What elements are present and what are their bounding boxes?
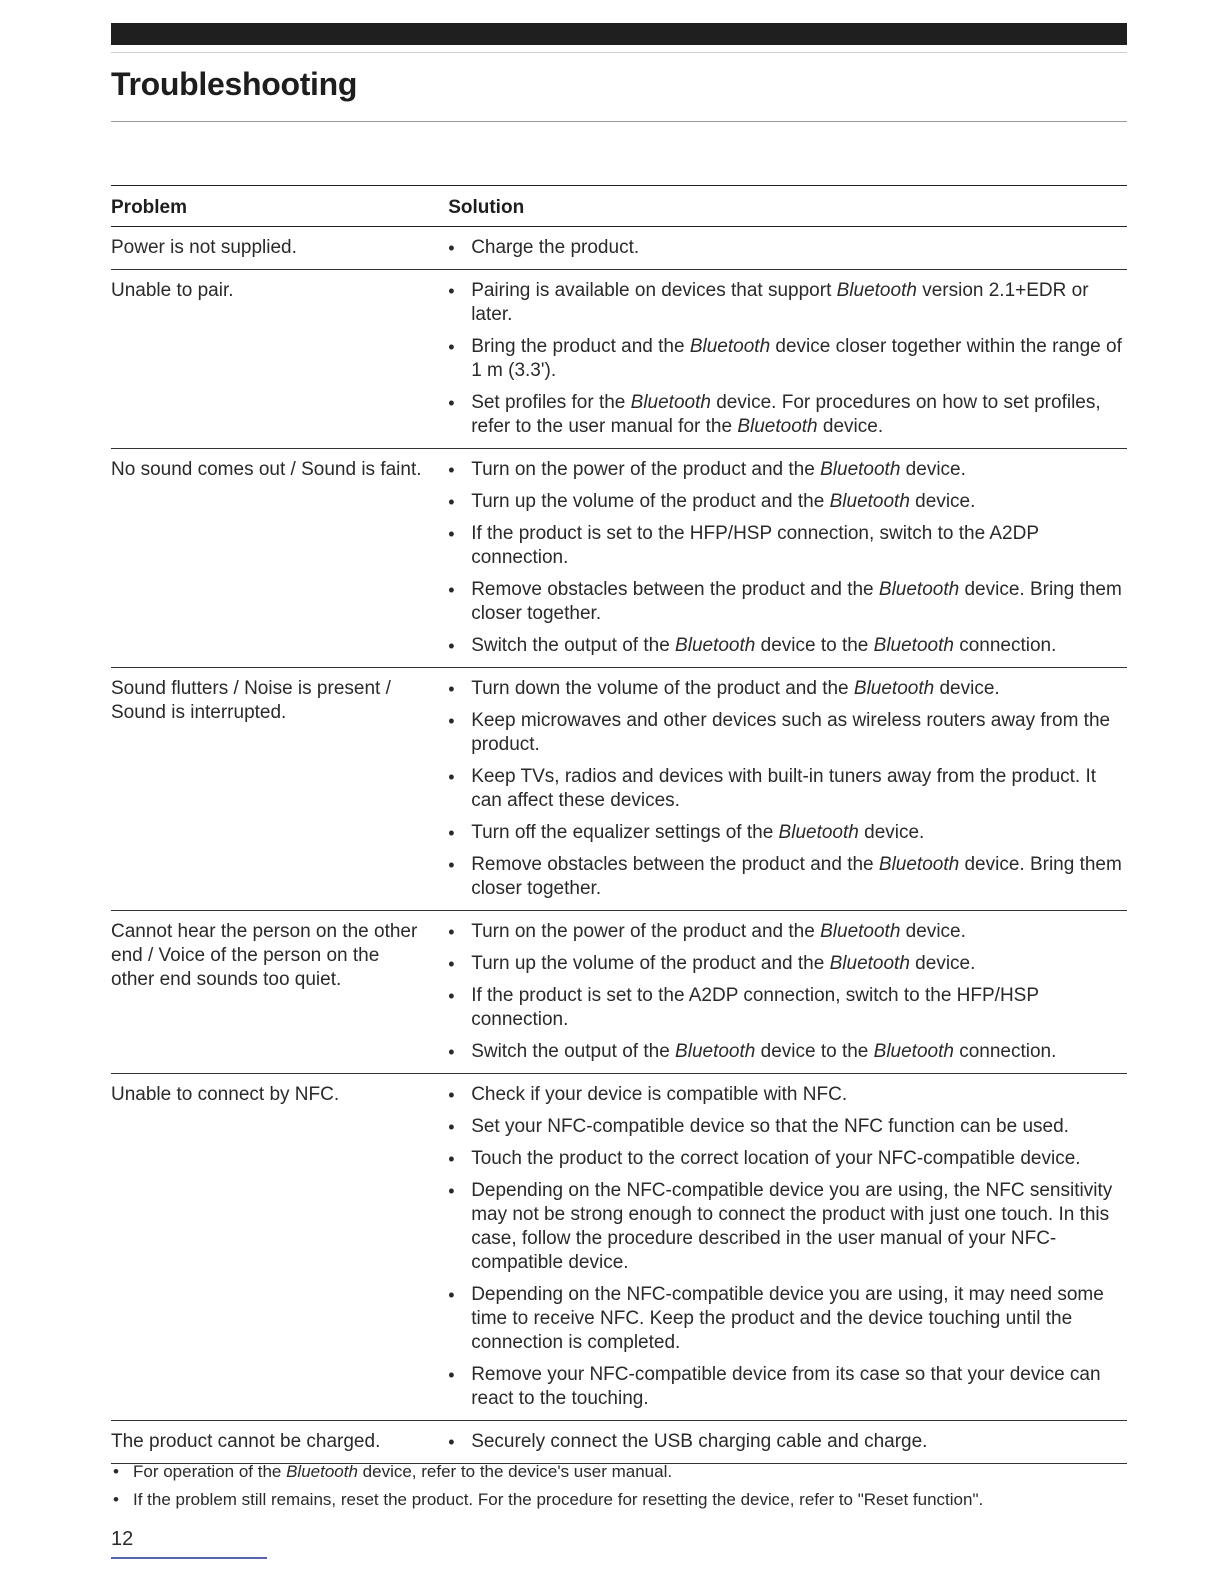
solution-item: • Switch the output of the Bluetooth device to the Bluetooth connection.: [448, 634, 1127, 658]
problem-text: No sound comes out / Sound is faint.: [111, 459, 422, 480]
solution-item: • Pairing is available on devices that support Bluetooth version 2.1+EDR or later.: [448, 279, 1127, 327]
solution-item: • Turn up the volume of the product and the Bluetooth device.: [448, 952, 1127, 976]
solution-item: • Securely connect the USB charging cable and charge.: [448, 1430, 1127, 1454]
problem-cell: [111, 668, 448, 911]
table-header-row: [111, 186, 1127, 227]
footnote-item: • If the problem still remains, reset the product. For the procedure for resetting the device, refer to "Reset function".: [111, 1486, 1127, 1514]
problem-cell: [111, 227, 448, 270]
solution-list: [448, 1083, 1127, 1411]
solution-cell: [448, 449, 1127, 668]
table-row: [111, 1074, 1127, 1421]
solution-item: • Bring the product and the Bluetooth device closer together within the range of 1 m (3.3').: [448, 335, 1127, 383]
solution-item: • Remove your NFC-compatible device from its case so that your device can react to the touching.: [448, 1363, 1127, 1411]
footnotes: [111, 1458, 1127, 1514]
solution-cell: [448, 227, 1127, 270]
solution-item: • Turn up the volume of the product and the Bluetooth device.: [448, 490, 1127, 514]
solution-cell: [448, 911, 1127, 1074]
solution-item: • Turn off the equalizer settings of the Bluetooth device.: [448, 821, 1127, 845]
solution-item: • If the product is set to the HFP/HSP connection, switch to the A2DP connection.: [448, 522, 1127, 570]
troubleshooting-table: [111, 185, 1127, 1464]
problem-text: Cannot hear the person on the other end / Voice of the person on the other end sounds too quiet.: [111, 921, 418, 990]
solution-item: • Keep TVs, radios and devices with built-in tuners away from the product. It can affect these devices.: [448, 765, 1127, 813]
title-divider: [111, 121, 1127, 122]
solution-cell: [448, 270, 1127, 449]
problem-cell: [111, 911, 448, 1074]
solution-item: • Turn down the volume of the product and the Bluetooth device.: [448, 677, 1127, 701]
footnote-item: • For operation of the Bluetooth device, refer to the device's user manual.: [111, 1458, 1127, 1486]
solution-list: [448, 677, 1127, 901]
header-divider: [111, 52, 1127, 53]
solution-item: • Keep microwaves and other devices such as wireless routers away from the product.: [448, 709, 1127, 757]
solution-cell: [448, 668, 1127, 911]
solution-item: • Depending on the NFC-compatible device you are using, the NFC sensitivity may not be strong enough to connect the product with just one touch. In this case, follow the procedure described in the user manual of your NFC-compatible device.: [448, 1179, 1127, 1275]
problem-text: Power is not supplied.: [111, 237, 297, 258]
solution-item: • Switch the output of the Bluetooth device to the Bluetooth connection.: [448, 1040, 1127, 1064]
solution-item: • If the product is set to the A2DP connection, switch to the HFP/HSP connection.: [448, 984, 1127, 1032]
solution-item: • Turn on the power of the product and the Bluetooth device.: [448, 458, 1127, 482]
solution-list: [448, 236, 1127, 260]
solution-item: • Charge the product.: [448, 236, 1127, 260]
solution-list: [448, 458, 1127, 658]
problem-text: The product cannot be charged.: [111, 1431, 381, 1452]
problem-column-header: Problem: [111, 197, 188, 218]
solution-item: • Turn on the power of the product and the Bluetooth device.: [448, 920, 1127, 944]
problem-text: Unable to connect by NFC.: [111, 1084, 340, 1105]
problem-text: Unable to pair.: [111, 280, 234, 301]
solution-cell: [448, 1074, 1127, 1421]
table-row: [111, 270, 1127, 449]
solution-item: • Set profiles for the Bluetooth device. For procedures on how to set profiles, refer to the user manual for the Bluetooth device.: [448, 391, 1127, 439]
solution-item: • Touch the product to the correct location of your NFC-compatible device.: [448, 1147, 1127, 1171]
solution-item: • Set your NFC-compatible device so that the NFC function can be used.: [448, 1115, 1127, 1139]
problem-cell: [111, 270, 448, 449]
solution-item: • Remove obstacles between the product and the Bluetooth device. Bring them closer together.: [448, 853, 1127, 901]
solution-column-header: Solution: [448, 197, 525, 218]
table-row: [111, 668, 1127, 911]
table-row: [111, 227, 1127, 270]
problem-cell: [111, 1074, 448, 1421]
solution-item: • Remove obstacles between the product and the Bluetooth device. Bring them closer together.: [448, 578, 1127, 626]
problem-cell: [111, 449, 448, 668]
solution-list: [448, 279, 1127, 439]
solution-list: [448, 1430, 1127, 1454]
solution-item: • Depending on the NFC-compatible device you are using, it may need some time to receive NFC. Keep the product and the device touching until the connection is completed.: [448, 1283, 1127, 1355]
page-number: 12: [111, 1528, 134, 1550]
table-body: [111, 227, 1127, 1464]
page-title: Troubleshooting: [111, 66, 358, 102]
solution-item: • Check if your device is compatible with NFC.: [448, 1083, 1127, 1107]
table-row: [111, 911, 1127, 1074]
table-row: [111, 449, 1127, 668]
header-bar: [111, 23, 1127, 45]
page-number-rule: [111, 1557, 267, 1559]
problem-text: Sound flutters / Noise is present / Sound is interrupted.: [111, 678, 391, 723]
footnote-list: [111, 1458, 1127, 1514]
solution-list: [448, 920, 1127, 1064]
